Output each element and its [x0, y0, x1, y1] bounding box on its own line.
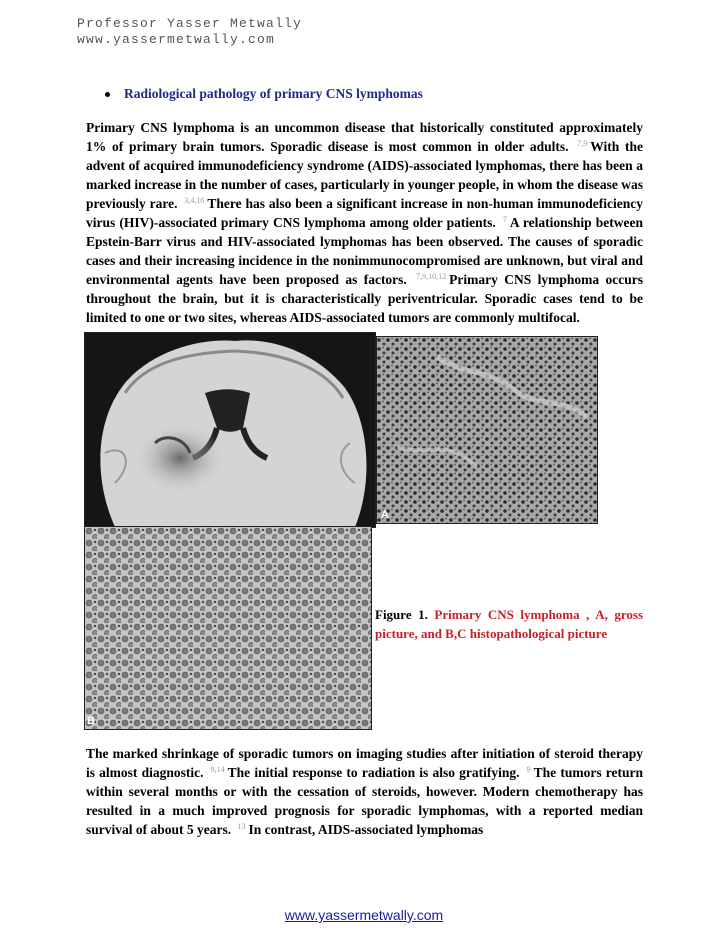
- page-footer: [0, 907, 728, 923]
- paragraph-text: Primary CNS lymphoma occurs throughout the brain, but it is characteristically periventricular. Sporadic cases tend to be limited to one or two sites, whereas AIDS-associated tumors are commonly multifocal.: [86, 272, 643, 325]
- bullet-icon: [105, 92, 110, 97]
- reference-citation: 7,9,10,12: [416, 271, 447, 281]
- histology-image-a: [376, 336, 598, 524]
- reference-citation: 3,4,16: [184, 195, 205, 205]
- paragraph-text: With the advent of acquired immunodeficiency syndrome (AIDS)-associated lymphomas, there has been a marked increase in the number of cases, particularly in younger people, in whom the disease was previously rare.: [86, 139, 643, 211]
- page-header: [77, 16, 302, 48]
- histology-image-b: [84, 526, 372, 730]
- footer-website-link[interactable]: www.yassermetwally.com: [284, 907, 444, 923]
- caption-prefix: Figure 1.: [375, 607, 428, 622]
- header-author: Professor Yasser Metwally: [77, 16, 303, 31]
- paragraph-text: Primary CNS lymphoma is an uncommon disease that historically constituted approximately 1% of primary brain tumors. Sporadic disease is most common in older adults.: [86, 120, 643, 154]
- histology-a-texture: [377, 337, 597, 523]
- reference-citation: 9: [526, 764, 531, 774]
- paragraph-intro: [86, 118, 643, 327]
- paragraph-text: There has also been a significant increase in non-human immunodeficiency virus (HIV)-associated primary CNS lymphoma among older patients.: [86, 196, 644, 230]
- section-title: Radiological pathology of primary CNS lymphomas: [124, 86, 423, 101]
- paragraph-treatment: [86, 744, 643, 839]
- paragraph-text: In contrast, AIDS-associated lymphomas: [248, 822, 484, 837]
- reference-citation: 7,9: [577, 138, 588, 148]
- gross-brain-image: [84, 332, 376, 528]
- figure-label-b: B: [87, 715, 95, 727]
- header-website: www.yassermetwally.com: [77, 32, 276, 47]
- caption-text: Primary CNS lymphoma , A, gross picture, and B,C histopathological picture: [375, 607, 644, 641]
- paragraph-text: A relationship between Epstein-Barr virus and HIV-associated lymphomas has been observed. The causes of sporadic cases and their increasing incidence in the nonimmunocompromised are unknown, but viral and environmental agents have been proposed as factors.: [86, 215, 643, 287]
- brain-section-illustration: [85, 333, 375, 527]
- paragraph-text: The tumors return within several months or with the cessation of steroids, however. Modern chemotherapy has resulted in a much improved prognosis for sporadic lymphomas, with a reported median survival of about 5 years.: [86, 765, 643, 837]
- reference-citation: 13: [237, 821, 246, 831]
- paragraph-text: The marked shrinkage of sporadic tumors on imaging studies after initiation of steroid therapy is almost diagnostic.: [86, 746, 643, 780]
- histology-b-texture: [85, 527, 371, 729]
- paragraph-text: The initial response to radiation is also gratifying.: [227, 765, 524, 780]
- reference-citation: 9,14: [210, 764, 225, 774]
- figure-label-a: A: [381, 509, 389, 521]
- figure-caption: [375, 605, 643, 643]
- section-heading: [105, 86, 423, 102]
- reference-citation: 7: [502, 214, 507, 224]
